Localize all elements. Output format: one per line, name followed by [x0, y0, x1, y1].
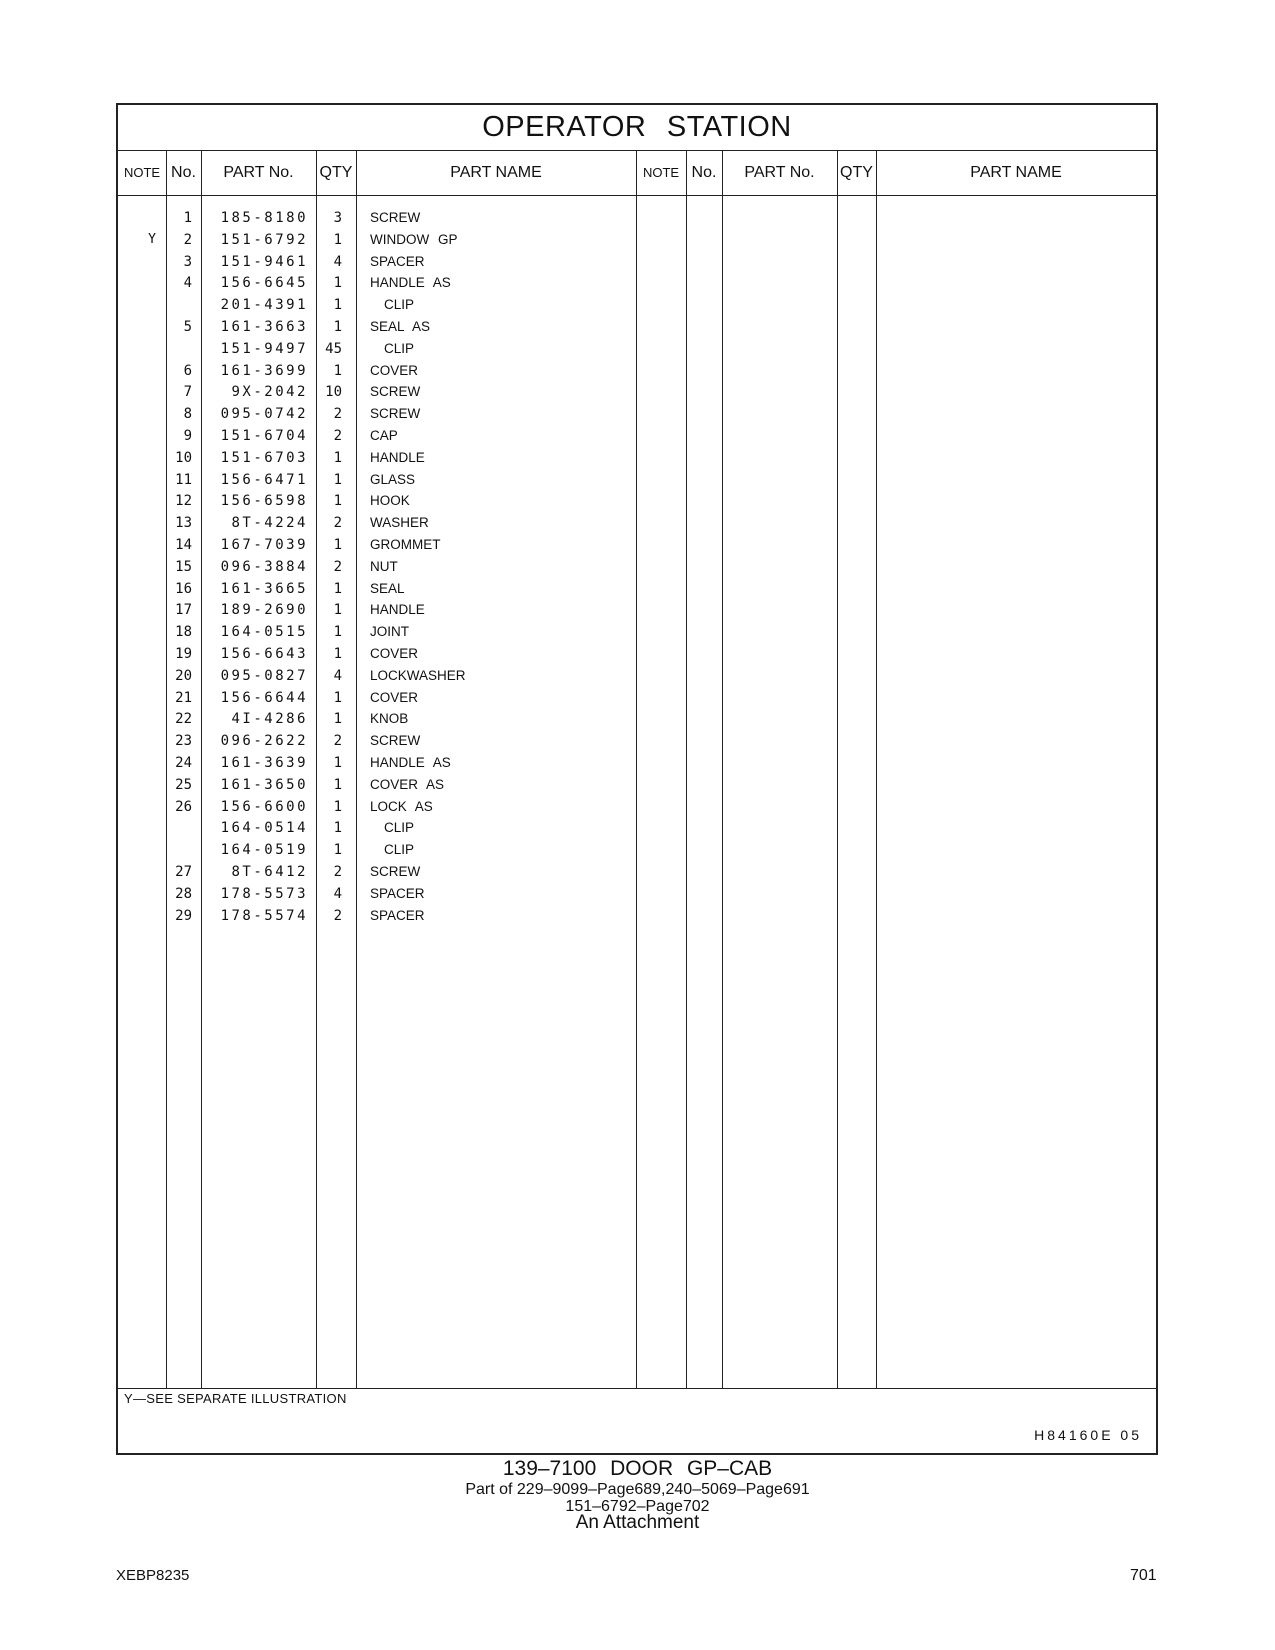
row-part-name: NUT: [370, 558, 398, 574]
table-row: [118, 428, 638, 450]
row-ref-number: 17: [175, 602, 192, 619]
table-row: [118, 842, 638, 864]
table-row: [118, 559, 638, 581]
table-row: [118, 254, 638, 276]
row-part-number: 9X-2042: [231, 384, 308, 401]
table-row: [118, 515, 638, 537]
row-ref-number: 20: [175, 667, 192, 684]
table-row: [118, 908, 638, 930]
table-row: [118, 319, 638, 341]
row-ref-number: 13: [175, 515, 192, 532]
row-ref-number: 5: [183, 318, 192, 335]
row-ref-number: 2: [183, 231, 192, 248]
row-ref-number: 12: [175, 493, 192, 510]
row-part-number: 161-3699: [220, 362, 308, 379]
row-part-name: CLIP: [384, 340, 415, 356]
row-quantity: 2: [333, 515, 342, 532]
table-row: [118, 363, 638, 385]
row-part-name: COVER: [370, 689, 419, 705]
row-part-number: 156-6600: [220, 798, 308, 815]
row-part-name: SEAL: [370, 580, 405, 596]
row-ref-number: 23: [175, 733, 192, 750]
row-part-number: 095-0827: [220, 667, 308, 684]
row-part-name: WINDOW GP: [370, 231, 458, 247]
table-row: [118, 820, 638, 842]
column-divider: [686, 150, 687, 1388]
table-row: [118, 406, 638, 428]
header-qty-left: QTY: [319, 164, 353, 181]
table-row: [118, 602, 638, 624]
header-no-right: No.: [691, 164, 717, 181]
row-part-name: HANDLE: [370, 602, 425, 618]
row-part-name: SCREW: [370, 863, 421, 879]
row-part-number: 161-3665: [220, 580, 308, 597]
row-ref-number: 24: [175, 754, 192, 771]
header-part-no-right: PART No.: [744, 164, 815, 181]
row-part-number: 156-6645: [220, 275, 308, 292]
row-part-name: SCREW: [370, 406, 421, 422]
row-part-number: 167-7039: [220, 536, 308, 553]
row-ref-number: 18: [175, 624, 192, 641]
row-part-name: CLIP: [384, 297, 415, 313]
document-id: XEBP8235: [116, 1567, 190, 1584]
row-part-number: 185-8180: [220, 210, 308, 226]
row-ref-number: 21: [175, 689, 192, 706]
header-note-left: NOTE: [123, 165, 161, 180]
header-no-left: No.: [171, 164, 196, 181]
table-row: [118, 864, 638, 886]
row-part-number: 151-6792: [220, 231, 308, 248]
table-row: [118, 886, 638, 908]
table-row: [118, 384, 638, 406]
row-part-number: 161-3650: [220, 776, 308, 793]
row-part-name: JOINT: [370, 624, 409, 640]
table-row: [118, 755, 638, 777]
row-note: Y: [148, 231, 156, 247]
table-row: [118, 210, 638, 232]
row-part-name: SPACER: [370, 907, 425, 923]
header-qty-right: QTY: [840, 164, 873, 181]
row-part-number: 151-9497: [220, 340, 308, 357]
row-ref-number: 15: [175, 558, 192, 575]
row-quantity: 4: [333, 885, 342, 902]
table-row: [118, 472, 638, 494]
row-part-name: CLIP: [384, 842, 415, 858]
caption-group-title: 139–7100 DOOR GP–CAB: [502, 1457, 773, 1480]
row-ref-number: 22: [175, 711, 192, 728]
row-ref-number: 16: [175, 580, 192, 597]
column-divider: [722, 150, 723, 1388]
row-ref-number: 28: [175, 885, 192, 902]
row-ref-number: 19: [175, 645, 192, 662]
row-ref-number: 25: [175, 776, 192, 793]
row-part-name: SCREW: [370, 733, 421, 749]
row-part-number: 164-0515: [220, 624, 308, 641]
row-quantity: 1: [333, 493, 342, 510]
note-legend: Y—SEE SEPARATE ILLUSTRATION: [124, 1391, 347, 1406]
row-part-number: 156-6644: [220, 689, 308, 706]
row-quantity: 1: [333, 449, 342, 466]
table-row: [118, 232, 638, 254]
row-quantity: 3: [333, 210, 342, 226]
row-ref-number: 11: [175, 471, 192, 488]
header-part-name-left: PART NAME: [450, 164, 542, 181]
row-part-number: 095-0742: [220, 406, 308, 423]
row-quantity: 1: [333, 754, 342, 771]
row-part-name: SPACER: [370, 253, 425, 269]
row-part-number: 178-5573: [220, 885, 308, 902]
row-part-number: 201-4391: [220, 297, 308, 314]
row-part-number: 164-0519: [220, 842, 308, 859]
row-quantity: 1: [333, 798, 342, 815]
row-quantity: 2: [333, 907, 342, 924]
row-quantity: 2: [333, 733, 342, 750]
row-part-name: HANDLE AS: [370, 754, 451, 770]
table-row: [118, 799, 638, 821]
parts-list-frame: [116, 103, 1158, 1455]
row-quantity: 1: [333, 624, 342, 641]
row-quantity: 1: [333, 275, 342, 292]
parts-rows: [118, 210, 638, 929]
row-quantity: 1: [333, 711, 342, 728]
row-part-number: 156-6471: [220, 471, 308, 488]
row-ref-number: 1: [183, 210, 192, 226]
row-ref-number: 7: [183, 384, 192, 401]
row-part-number: 161-3663: [220, 318, 308, 335]
row-quantity: 1: [333, 471, 342, 488]
table-row: [118, 493, 638, 515]
table-row: [118, 297, 638, 319]
row-part-number: 8T-6412: [231, 863, 308, 880]
row-part-name: COVER AS: [370, 776, 445, 792]
table-row: [118, 733, 638, 755]
table-row: [118, 690, 638, 712]
table-row: [118, 450, 638, 472]
row-ref-number: 10: [175, 449, 192, 466]
table-row: [118, 624, 638, 646]
row-ref-number: 14: [175, 536, 192, 553]
illustration-code: H84160E 05: [1034, 1427, 1142, 1443]
table-row: [118, 275, 638, 297]
row-part-name: GLASS: [370, 471, 416, 487]
row-ref-number: 6: [183, 362, 192, 379]
row-part-name: SEAL AS: [370, 318, 431, 334]
row-quantity: 1: [333, 842, 342, 859]
table-row: [118, 646, 638, 668]
table-row: [118, 668, 638, 690]
row-part-name: HANDLE AS: [370, 275, 451, 291]
row-part-name: KNOB: [370, 711, 409, 727]
row-quantity: 1: [333, 689, 342, 706]
row-quantity: 1: [333, 362, 342, 379]
caption-part-of: Part of 229–9099–Page689,240–5069–Page691: [465, 1481, 810, 1498]
row-part-name: LOCKWASHER: [370, 667, 466, 683]
row-part-name: WASHER: [370, 515, 429, 531]
table-header: [118, 150, 1156, 196]
table-row: [118, 581, 638, 603]
table-row: [118, 537, 638, 559]
row-part-number: 151-6703: [220, 449, 308, 466]
row-quantity: 1: [333, 297, 342, 314]
row-quantity: 10: [325, 384, 342, 401]
row-quantity: 2: [333, 427, 342, 444]
row-part-number: 151-6704: [220, 427, 308, 444]
row-part-number: 8T-4224: [231, 515, 308, 532]
header-part-no-left: PART No.: [223, 164, 294, 181]
row-quantity: 1: [333, 580, 342, 597]
row-part-number: 178-5574: [220, 907, 308, 924]
column-divider: [876, 150, 877, 1388]
row-part-number: 161-3639: [220, 754, 308, 771]
row-part-number: 164-0514: [220, 820, 308, 837]
row-part-number: 156-6598: [220, 493, 308, 510]
row-quantity: 1: [333, 536, 342, 553]
row-ref-number: 9: [183, 427, 192, 444]
table-row: [118, 777, 638, 799]
row-quantity: 45: [325, 340, 342, 357]
row-part-name: CLIP: [384, 820, 415, 836]
row-quantity: 1: [333, 820, 342, 837]
row-quantity: 4: [333, 667, 342, 684]
table-row: [118, 711, 638, 733]
column-divider: [837, 150, 838, 1388]
section-title: OPERATOR STATION: [118, 105, 1156, 151]
caption-reference: 151–6792–Page702: [565, 1498, 710, 1515]
footer-divider: [118, 1388, 1156, 1389]
row-part-number: 4I-4286: [231, 711, 308, 728]
row-part-number: 151-9461: [220, 253, 308, 270]
header-part-name-right: PART NAME: [970, 164, 1062, 181]
row-part-number: 189-2690: [220, 602, 308, 619]
row-quantity: 1: [333, 645, 342, 662]
row-ref-number: 3: [183, 253, 192, 270]
row-part-name: GROMMET: [370, 536, 441, 552]
page-number: 701: [1130, 1567, 1157, 1584]
row-part-name: SCREW: [370, 384, 421, 400]
header-note-right: NOTE: [642, 165, 680, 180]
row-part-name: COVER: [370, 645, 419, 661]
row-quantity: 1: [333, 602, 342, 619]
table-row: [118, 341, 638, 363]
row-ref-number: 4: [183, 275, 192, 292]
caption-attachment: An Attachment: [575, 1512, 700, 1533]
row-part-name: SPACER: [370, 885, 425, 901]
row-part-name: COVER: [370, 362, 419, 378]
row-quantity: 1: [333, 231, 342, 248]
row-quantity: 2: [333, 558, 342, 575]
row-ref-number: 8: [183, 406, 192, 423]
row-quantity: 1: [333, 318, 342, 335]
row-part-number: 096-3884: [220, 558, 308, 575]
row-part-name: HOOK: [370, 493, 410, 509]
row-ref-number: 29: [175, 907, 192, 924]
row-quantity: 2: [333, 863, 342, 880]
row-part-number: 096-2622: [220, 733, 308, 750]
row-quantity: 2: [333, 406, 342, 423]
row-part-name: CAP: [370, 427, 398, 443]
row-part-number: 156-6643: [220, 645, 308, 662]
row-ref-number: 27: [175, 863, 192, 880]
row-ref-number: 26: [175, 798, 192, 815]
row-part-name: LOCK AS: [370, 798, 433, 814]
row-part-name: SCREW: [370, 210, 421, 225]
row-quantity: 1: [333, 776, 342, 793]
row-part-name: HANDLE: [370, 449, 425, 465]
row-quantity: 4: [333, 253, 342, 270]
